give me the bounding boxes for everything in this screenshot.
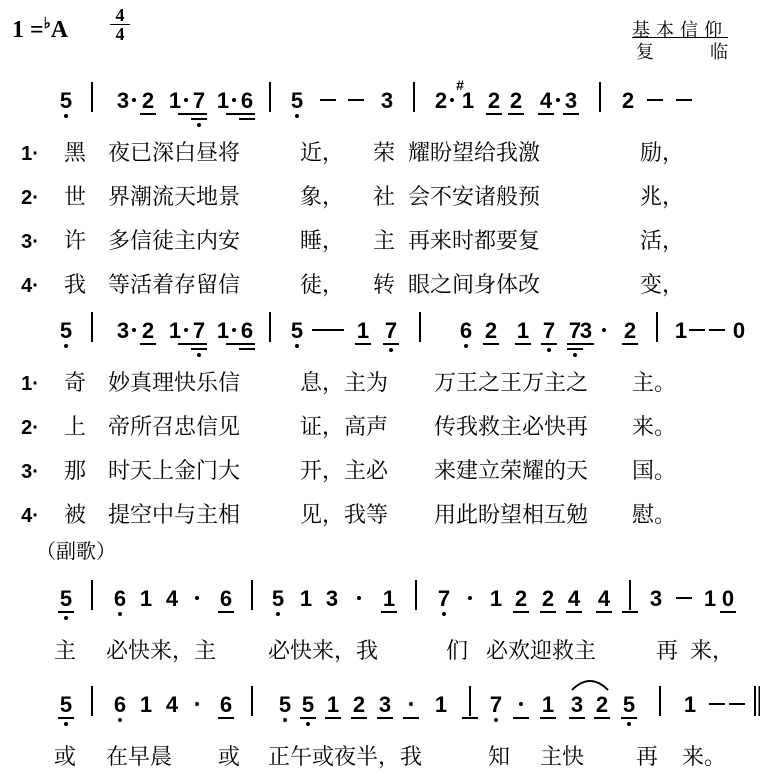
chorus-lyric-segment: 在早晨 <box>106 745 173 770</box>
aug-dot <box>132 328 136 332</box>
note-number: 1 <box>674 318 688 343</box>
time-signature-top: 4 <box>110 6 130 25</box>
note-number: 3 <box>564 88 578 113</box>
chorus-lyric-segment: 或 <box>54 745 77 770</box>
lyric-segment: 来。 <box>632 415 677 440</box>
lyric-segment: 睡， <box>300 229 345 254</box>
note-number: 3 <box>116 318 130 343</box>
low-octave-dot <box>573 353 577 357</box>
low-octave-dot <box>276 612 280 616</box>
lyric-segment: 界潮流天地景 <box>108 185 241 210</box>
aug-dot <box>195 702 199 706</box>
lyric-segment: 那 <box>64 459 87 484</box>
note-number: 1 <box>326 692 340 717</box>
aug-dot <box>556 98 560 102</box>
low-octave-dot <box>295 344 299 348</box>
note-number: 0 <box>732 318 746 343</box>
note-number: 1 <box>168 88 182 113</box>
note-number: 5 <box>59 586 73 611</box>
note-number: 1 <box>683 692 697 717</box>
aug-dot <box>232 98 236 102</box>
lyric-segment: 象， <box>300 185 345 210</box>
lyric-segment: 妙真理快乐信 <box>108 371 241 396</box>
note-number: 1 <box>703 586 717 611</box>
note-number: 6 <box>113 692 127 717</box>
low-octave-dot <box>442 612 446 616</box>
key-signature: 1 =♭A <box>12 16 69 43</box>
note-number: 1 <box>489 586 503 611</box>
low-octave-dot <box>64 114 68 118</box>
lyric-segment: 世 <box>64 185 87 210</box>
verse-number: 3· <box>21 461 39 483</box>
low-octave-dot <box>295 114 299 118</box>
chorus-lyric-segment: 必快来，主 <box>106 639 217 664</box>
chorus-lyric-segment: 必快来，我 <box>268 639 379 664</box>
chorus-lyric-segment: 来。 <box>682 745 727 770</box>
note-number: 3 <box>325 586 339 611</box>
aug-dot <box>519 702 523 706</box>
lyric-segment: 传我救主必快再 <box>434 415 589 440</box>
note-number: 1 <box>139 692 153 717</box>
lyric-segment: 再来时都要复 <box>408 229 541 254</box>
chorus-lyric-2 <box>54 745 726 770</box>
lyric-segment: 近， <box>300 141 345 166</box>
note-number: 4 <box>597 586 611 611</box>
chorus-lyric-segment: 主快 <box>540 745 585 770</box>
note-number: 4 <box>165 586 179 611</box>
lyric-segment: 多信徒主内安 <box>108 229 241 254</box>
sharp-sign: # <box>456 77 464 93</box>
note-number: 7 <box>192 318 206 343</box>
chorus-lyric-segment: 再 <box>656 639 679 664</box>
chorus-lyric-segment: 再 <box>636 745 659 770</box>
aug-dot <box>602 328 606 332</box>
low-octave-dot <box>389 348 393 352</box>
note-number: 5 <box>59 88 73 113</box>
staff-line-2 <box>0 312 745 357</box>
slur <box>572 681 608 690</box>
low-octave-dot <box>627 722 631 726</box>
lyric-segment: 帝所召忠信见 <box>108 415 241 440</box>
note-number: 7 <box>437 586 451 611</box>
note-number: 1 <box>356 318 370 343</box>
flat-sign: ♭ <box>43 16 51 32</box>
lyric-segment: 国。 <box>632 459 677 484</box>
low-octave-dot <box>283 718 287 722</box>
lyric-segment: 息，主为 <box>300 371 389 396</box>
note-number: 3 <box>570 692 584 717</box>
note-number: 5 <box>271 586 285 611</box>
note-number: 5 <box>290 88 304 113</box>
staff-line-3 <box>58 580 736 620</box>
verse-number: 1· <box>21 143 39 165</box>
chorus-lyric-segment: 主 <box>54 639 77 664</box>
lyric-segment: 证，高声 <box>300 415 389 440</box>
low-octave-dot <box>197 123 201 127</box>
lyric-segment: 用此盼望相互勉 <box>434 503 589 528</box>
lyric-segment: 主。 <box>632 371 677 396</box>
time-signature-bottom: 4 <box>115 24 125 44</box>
note-number: 2 <box>434 88 448 113</box>
verse-number: 1· <box>21 373 39 395</box>
lyric-segment: 黑 <box>64 141 87 166</box>
note-number: 2 <box>509 88 523 113</box>
note-number: 5 <box>622 692 636 717</box>
lyric-segment: 会不安诸般预 <box>408 185 541 210</box>
lyric-segment: 转 <box>373 273 396 298</box>
low-octave-dot <box>494 718 498 722</box>
note-number: 7 <box>542 318 556 343</box>
note-number: 3 <box>579 318 593 343</box>
low-octave-dot <box>64 344 68 348</box>
note-number: 7 <box>568 318 582 343</box>
note-number: 2 <box>141 88 155 113</box>
chorus-lyric-segment: 或 <box>218 745 241 770</box>
lyric-segment: 主 <box>373 229 396 254</box>
verse-block-2 <box>21 371 676 528</box>
note-number: 2 <box>487 88 501 113</box>
lyric-segment: 时天上金门大 <box>108 459 241 484</box>
chorus-label: （副歌） <box>36 539 116 563</box>
low-octave-dot <box>64 722 68 726</box>
verse-number: 2· <box>21 417 39 439</box>
note-number: 2 <box>541 586 555 611</box>
low-octave-dot <box>306 722 310 726</box>
note-number: 5 <box>301 692 315 717</box>
aug-dot <box>468 596 472 600</box>
verse-number: 4· <box>21 505 39 527</box>
verse-number: 2· <box>21 187 39 209</box>
note-number: 0 <box>721 586 735 611</box>
note-number: 3 <box>378 692 392 717</box>
note-number: 4 <box>165 692 179 717</box>
note-number: 1 <box>461 88 475 113</box>
note-number: 1 <box>139 586 153 611</box>
chorus-lyric-segment: 知 <box>488 745 511 770</box>
lyric-segment: 变， <box>640 273 685 298</box>
note-number: 1 <box>216 318 230 343</box>
verse-block-1 <box>21 141 684 298</box>
verse-number: 3· <box>21 231 39 253</box>
lyric-segment: 等活着存留信 <box>108 273 241 298</box>
aug-dot <box>232 328 236 332</box>
note-number: 3 <box>649 586 663 611</box>
aug-dot <box>195 596 199 600</box>
verse-number: 4· <box>21 275 39 297</box>
note-number: 1 <box>516 318 530 343</box>
note-number: 2 <box>621 88 635 113</box>
aug-dot <box>184 98 188 102</box>
aug-dot <box>132 98 136 102</box>
lyric-segment: 万王之王万主之 <box>434 371 589 396</box>
lyric-segment: 徒， <box>300 273 345 298</box>
lyric-segment: 夜已深白昼将 <box>108 141 241 166</box>
staff-line-4 <box>58 681 760 726</box>
lyric-segment: 励， <box>640 141 685 166</box>
note-number: 1 <box>382 586 396 611</box>
lyric-segment: 眼之间身体改 <box>408 273 541 298</box>
chorus-lyric-segment: 必欢迎救主 <box>486 639 597 664</box>
note-number: 3 <box>116 88 130 113</box>
low-octave-dot <box>118 612 122 616</box>
note-number: 6 <box>219 692 233 717</box>
lyric-segment: 活， <box>640 229 685 254</box>
note-number: 3 <box>380 88 394 113</box>
note-number: 1 <box>541 692 555 717</box>
note-number: 2 <box>352 692 366 717</box>
note-number: 6 <box>240 318 254 343</box>
lyric-segment: 许 <box>64 229 87 254</box>
note-number: 2 <box>595 692 609 717</box>
note-number: 7 <box>384 318 398 343</box>
chorus-lyric-segment: 来， <box>690 639 735 664</box>
low-octave-dot <box>547 348 551 352</box>
note-number: 1 <box>216 88 230 113</box>
chorus-lyric-1 <box>54 639 734 664</box>
note-number: 1 <box>168 318 182 343</box>
low-octave-dot <box>197 353 201 357</box>
note-number: 2 <box>141 318 155 343</box>
note-number: 7 <box>192 88 206 113</box>
low-octave-dot <box>464 344 468 348</box>
lyric-segment: 提空中与主相 <box>108 503 241 528</box>
lyric-segment: 开，主必 <box>300 459 389 484</box>
note-number: 6 <box>113 586 127 611</box>
note-number: 2 <box>514 586 528 611</box>
low-octave-dot <box>118 718 122 722</box>
song-title: 基本信仰 <box>632 20 728 41</box>
aug-dot <box>184 328 188 332</box>
lyric-segment: 兆， <box>640 185 685 210</box>
lyric-segment: 来建立荣耀的天 <box>434 459 589 484</box>
note-number: 1 <box>434 692 448 717</box>
note-number: 2 <box>484 318 498 343</box>
aug-dot <box>357 596 361 600</box>
note-number: 2 <box>623 318 637 343</box>
chorus-label-group <box>36 539 116 563</box>
aug-dot <box>450 98 454 102</box>
attribution: 复 临 <box>636 42 728 63</box>
chorus-lyric-segment: 正午或夜半，我 <box>268 745 423 770</box>
note-number: 4 <box>567 586 581 611</box>
note-number: 6 <box>459 318 473 343</box>
low-octave-dot <box>64 616 68 620</box>
staff-line-1 <box>60 77 692 127</box>
lyric-segment: 上 <box>64 415 87 440</box>
note-number: 5 <box>278 692 292 717</box>
note-number: 7 <box>489 692 503 717</box>
note-number: 5 <box>290 318 304 343</box>
chorus-lyric-segment: 们 <box>446 639 469 664</box>
lyric-segment: 我 <box>64 273 87 298</box>
lyric-segment: 社 <box>373 185 396 210</box>
note-number: 5 <box>59 318 73 343</box>
note-number: 5 <box>59 692 73 717</box>
aug-dot <box>409 702 413 706</box>
lyric-segment: 耀盼望给我激 <box>408 141 541 166</box>
lyric-segment: 奇 <box>64 371 87 396</box>
note-number: 6 <box>219 586 233 611</box>
lyric-segment: 慰。 <box>632 503 677 528</box>
lyric-segment: 被 <box>64 503 87 528</box>
lyric-segment: 荣 <box>373 141 396 166</box>
note-number: 4 <box>539 88 553 113</box>
lyric-segment: 见，我等 <box>300 503 389 528</box>
note-number: 6 <box>240 88 254 113</box>
note-number: 1 <box>299 586 313 611</box>
